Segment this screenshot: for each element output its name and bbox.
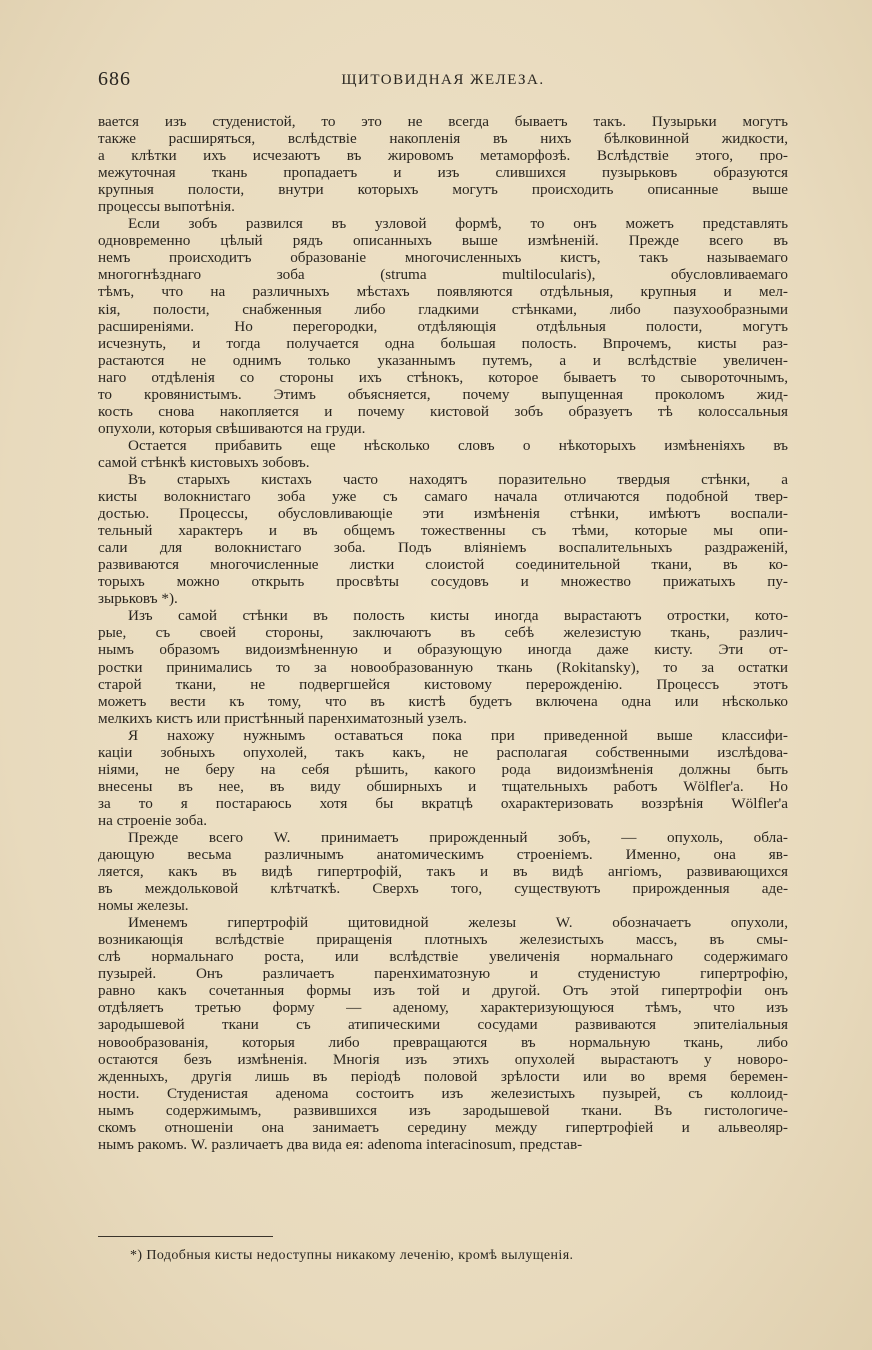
text-line: Я нахожу нужнымъ оставаться пока при приведенной выше классифи- bbox=[128, 726, 788, 744]
text-line: рые, съ своей стороны, заключаютъ въ себѣ железистую ткань, различ- bbox=[98, 624, 788, 642]
text-line: мелкихъ кистъ или пристѣнный паренхиматозный узелъ. bbox=[98, 709, 467, 727]
text-line: Прежде всего W. принимаетъ прирожденный зобъ, — опухоль, обла- bbox=[128, 828, 788, 846]
running-title: ЩИТОВИДНАЯ ЖЕЛЕЗА. bbox=[341, 72, 545, 88]
text-line: расширеніями. Но перегородки, отдѣляющія отдѣльныя полости, могутъ bbox=[98, 317, 788, 335]
text-line: одновременно цѣлый рядъ описанныхъ выше измѣненій. Прежде всего въ bbox=[98, 232, 788, 250]
text-line: Остается прибавить еще нѣсколько словъ о нѣкоторыхъ измѣненіяхъ въ bbox=[128, 436, 788, 454]
text-line: жденныхъ, другія лишь въ періодѣ половой зрѣлости или во время беремен- bbox=[98, 1067, 788, 1085]
text-line: сали для волокнистаго зоба. Подъ вліяніемъ воспалительныхъ раздраженій, bbox=[98, 539, 788, 557]
paragraph bbox=[98, 113, 788, 215]
text-line: торыхъ можно открыть просвѣты сосудовъ и множество прижатыхъ пу- bbox=[98, 573, 788, 591]
text-line: наго отдѣленія со стороны ихъ стѣнокъ, которое бываетъ то сывороточнымъ, bbox=[98, 368, 788, 386]
text-line: опухоли, которыя свѣшиваются на груди. bbox=[98, 419, 366, 437]
text-line: новообразованія, которыя либо превращаются въ нормальную ткань, либо bbox=[98, 1033, 788, 1051]
text-line: ростки принимались то за новообразованную ткань (Rokitansky), то за остатки bbox=[98, 658, 788, 676]
text-line: самой стѣнкѣ кистовыхъ зобовъ. bbox=[98, 453, 310, 471]
text-line: а клѣтки ихъ исчезаютъ въ жировомъ метаморфозѣ. Вслѣдствіе этого, про- bbox=[98, 147, 788, 165]
text-line: кія, полости, снабженныя либо гладкими стѣнками, либо пазухообразными bbox=[98, 300, 788, 318]
text-line: на строеніе зоба. bbox=[98, 811, 207, 829]
text-line: зародышевой ткани съ атипическими сосудами развиваются эпителіальныя bbox=[98, 1016, 788, 1034]
paragraph bbox=[98, 727, 788, 829]
text-line: Изъ самой стѣнки въ полость кисты иногда вырастаютъ отростки, кото- bbox=[128, 607, 788, 625]
text-line: остаются безъ измѣненія. Многія изъ этихъ опухолей вырастаютъ у новоро- bbox=[98, 1050, 788, 1068]
text-line: межуточная ткань пропадаетъ и изъ слившихся пузырьковъ образуются bbox=[98, 164, 788, 182]
text-line: развиваются многочисленные листки слоистой соединительной ткани, въ ко- bbox=[98, 556, 788, 574]
text-line: ляется, какъ въ видѣ гипертрофій, такъ и въ видѣ ангіомъ, развивающихся bbox=[98, 863, 788, 881]
text-line: тѣмъ, что на различныхъ мѣстахъ появляются отдѣльныя, крупныя и мел- bbox=[98, 283, 788, 301]
paragraph bbox=[98, 215, 788, 437]
text-line: крупныя полости, внутри которыхъ могутъ происходить описанные выше bbox=[98, 181, 788, 199]
text-line: тельный характеръ и въ общемъ тожественны съ тѣми, которые мы опи- bbox=[98, 522, 788, 540]
body-text bbox=[98, 113, 788, 1153]
paragraph bbox=[98, 914, 788, 1153]
text-line: вается изъ студенистой, то это не всегда бываетъ такъ. Пузырьки могутъ bbox=[98, 113, 788, 130]
text-line: зырьковъ *). bbox=[98, 590, 178, 608]
text-line: каціи зобныхъ опухолей, такъ какъ, не располагая собственными изслѣдова- bbox=[98, 743, 788, 761]
footnote: *) Подобныя кисты недоступны никакому леченію, кромѣ вылущенія. bbox=[130, 1248, 574, 1263]
text-line: многогнѣзднаго зоба (struma multilocularis), обусловливаемаго bbox=[98, 266, 788, 284]
text-line: то кровянистымъ. Этимъ объясняется, почему выпущенная проколомъ жид- bbox=[98, 385, 788, 403]
text-line: Именемъ гипертрофій щитовидной железы W. обозначаетъ опухоли, bbox=[128, 914, 788, 932]
text-line: дающую весьма различнымъ анатомическимъ строеніемъ. Именно, она яв- bbox=[98, 846, 788, 864]
paragraph bbox=[98, 471, 788, 607]
text-line: нымъ содержимымъ, развившихся изъ зародышевой ткани. Въ гистологиче- bbox=[98, 1101, 788, 1119]
text-line: Въ старыхъ кистахъ часто находятъ поразительно твердыя стѣнки, а bbox=[128, 470, 788, 488]
text-line: кость снова накопляется и почему кистовой зобъ образуетъ тѣ колоссальныя bbox=[98, 402, 788, 420]
text-line: въ междольковой клѣтчаткѣ. Сверхъ того, существуютъ прирожденныя аде- bbox=[98, 880, 788, 898]
paragraph bbox=[98, 607, 788, 726]
text-line: слѣ нормальнаго роста, или вслѣдствіе увеличенія нормальнаго содержимаго bbox=[98, 948, 788, 966]
text-line: нымъ образомъ видоизмѣненную и образующую иногда даже кисту. Эти от- bbox=[98, 641, 788, 659]
footnote-rule bbox=[98, 1236, 273, 1237]
text-line: процессы выпотѣнія. bbox=[98, 198, 235, 216]
text-line: возникающія вслѣдствіе приращенія плотныхъ железистыхъ массъ, въ смы- bbox=[98, 931, 788, 949]
paragraph bbox=[98, 829, 788, 914]
text-line: можетъ вести къ тому, что въ кистѣ будетъ включена одна или нѣсколько bbox=[98, 692, 788, 710]
text-line: растаются не однимъ только указаннымъ путемъ, а и вслѣдствіе увеличен- bbox=[98, 351, 788, 369]
text-line: номы железы. bbox=[98, 897, 189, 915]
page-number: 686 bbox=[98, 68, 131, 90]
text-line: скомъ отношеніи она занимаетъ середину между гипертрофіей и альвеоляр- bbox=[98, 1118, 788, 1136]
text-line: Если зобъ развился въ узловой формѣ, то онъ можетъ представлять bbox=[128, 215, 788, 233]
paragraph bbox=[98, 437, 788, 471]
text-line: нымъ ракомъ. W. различаетъ два вида ея: adenoma interacinosum, представ- bbox=[98, 1135, 583, 1153]
text-line: отдѣляетъ третью форму — аденому, характеризующуюся тѣмъ, что изъ bbox=[98, 999, 788, 1017]
page-header bbox=[98, 68, 788, 98]
text-line: за то я постараюсь хотя бы вкратцѣ охарактеризовать воззрѣнія Wölfler'а bbox=[98, 794, 788, 812]
text-line: немъ происходитъ образованіе многочисленныхъ кистъ, такъ называемаго bbox=[98, 249, 788, 267]
text-line: равно какъ сочетанныя формы изъ той и другой. Отъ этой гипертрофіи онъ bbox=[98, 982, 788, 1000]
text-line: исчезнуть, и тогда получается одна большая полость. Впрочемъ, кисты раз- bbox=[98, 334, 788, 352]
text-line: достью. Процессы, обусловливающіе эти измѣненія стѣнки, имѣютъ воспали- bbox=[98, 505, 788, 523]
text-line: пузырей. Онъ различаетъ паренхиматозную и студенистую гипертрофію, bbox=[98, 965, 788, 983]
text-line: ности. Студенистая аденома состоитъ изъ железистыхъ пузырей, съ коллоид- bbox=[98, 1084, 788, 1102]
text-line: также расширяться, вслѣдствіе накопленія въ нихъ бѣлковинной жидкости, bbox=[98, 130, 788, 148]
text-line: старой ткани, не подвергшейся кистовому перерожденію. Процессъ этотъ bbox=[98, 675, 788, 693]
text-line: внесены въ нее, въ виду обширныхъ и тщательныхъ работъ Wölfler'а. Но bbox=[98, 777, 788, 795]
text-line: кисты волокнистаго зоба уже съ самаго начала отличаются подобной твер- bbox=[98, 488, 788, 506]
text-line: ніями, не беру на себя рѣшить, какого рода видоизмѣненія должны быть bbox=[98, 760, 788, 778]
